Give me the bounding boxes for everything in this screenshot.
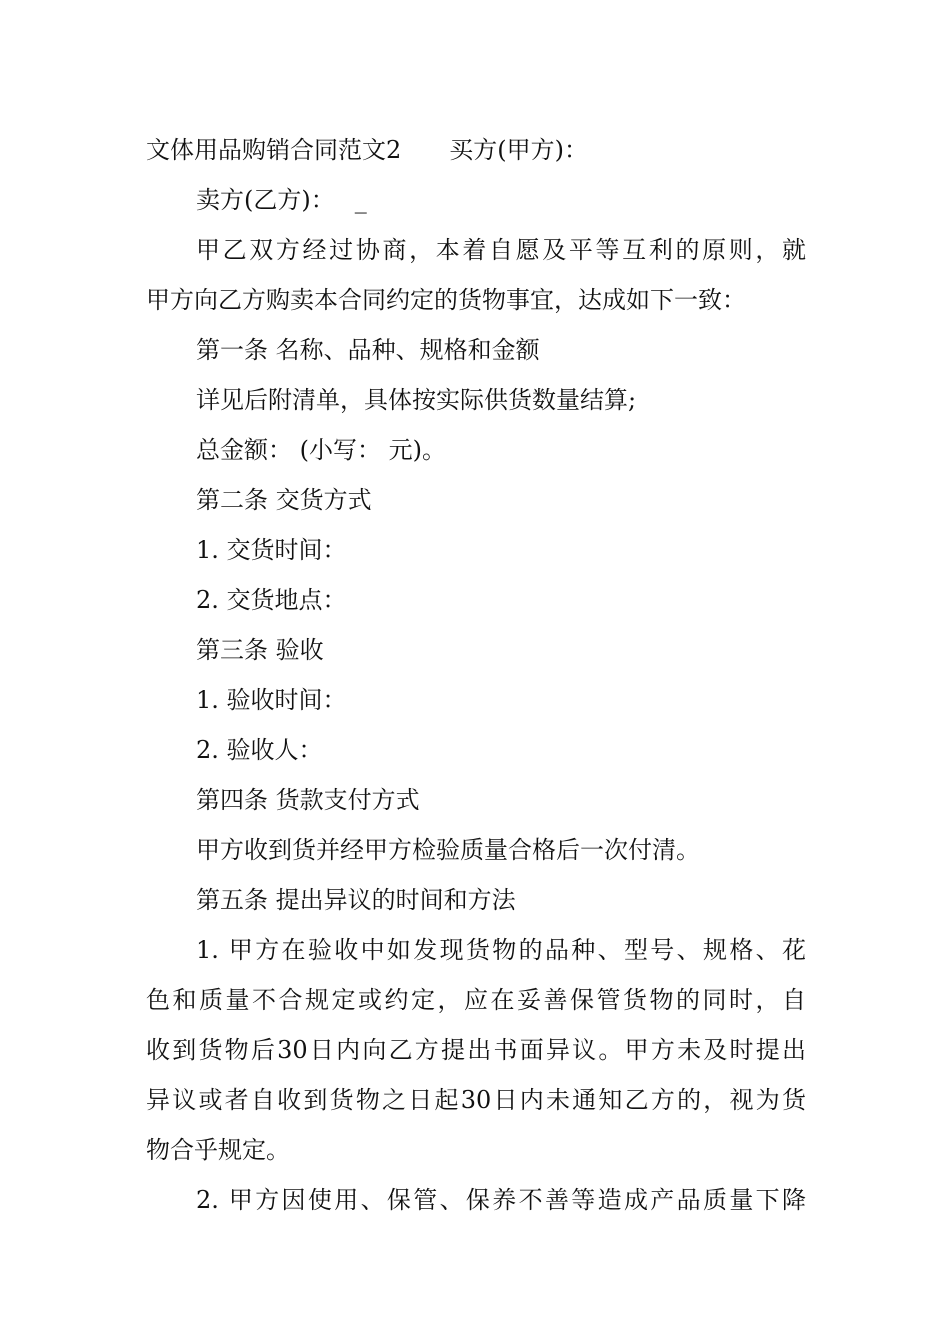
list-item: 1. 验收时间： <box>196 686 347 714</box>
paragraph-line: 甲方向乙方购卖本合同约定的货物事宜，达成如下一致： <box>146 286 746 314</box>
list-item: 2. 验收人： <box>196 736 323 764</box>
paragraph-line: 物合乎规定。 <box>146 1136 290 1164</box>
buyer-label: 买方(甲方)： <box>449 136 589 164</box>
seller-blank: _ <box>354 186 367 214</box>
paragraph-line: 2. 甲方因使用、保管、保养不善等造成产品质量下降 <box>196 1186 806 1214</box>
article-heading: 第二条 交货方式 <box>196 486 372 514</box>
list-item: 1. 交货时间： <box>196 536 347 564</box>
article-heading: 第五条 提出异议的时间和方法 <box>196 886 516 914</box>
article-heading: 第四条 货款支付方式 <box>196 786 420 814</box>
seller-line <box>196 182 806 218</box>
paragraph-line: 详见后附清单，具体按实际供货数量结算; <box>196 386 637 414</box>
paragraph-line: 异议或者自收到货物之日起30日内未通知乙方的，视为货 <box>146 1086 806 1114</box>
article-heading: 第一条 名称、品种、规格和金额 <box>196 336 540 364</box>
paragraph-line: 总金额： (小写： 元)。 <box>196 436 446 464</box>
seller-label: 卖方(乙方)： <box>196 186 335 214</box>
paragraph-line: 甲乙双方经过协商，本着自愿及平等互利的原则，就 <box>196 236 806 264</box>
list-item: 2. 交货地点： <box>196 586 347 614</box>
paragraph-line: 色和质量不合规定或约定，应在妥善保管货物的同时，自 <box>146 986 806 1014</box>
article-heading: 第三条 验收 <box>196 636 324 664</box>
paragraph-line: 甲方收到货并经甲方检验质量合格后一次付清。 <box>196 836 700 864</box>
paragraph-line: 1. 甲方在验收中如发现货物的品种、型号、规格、花 <box>196 936 806 964</box>
paragraph-line: 收到货物后30日内向乙方提出书面异议。甲方未及时提出 <box>146 1036 806 1064</box>
document-title: 文体用品购销合同范文2 <box>146 136 402 164</box>
title-line <box>146 132 806 168</box>
